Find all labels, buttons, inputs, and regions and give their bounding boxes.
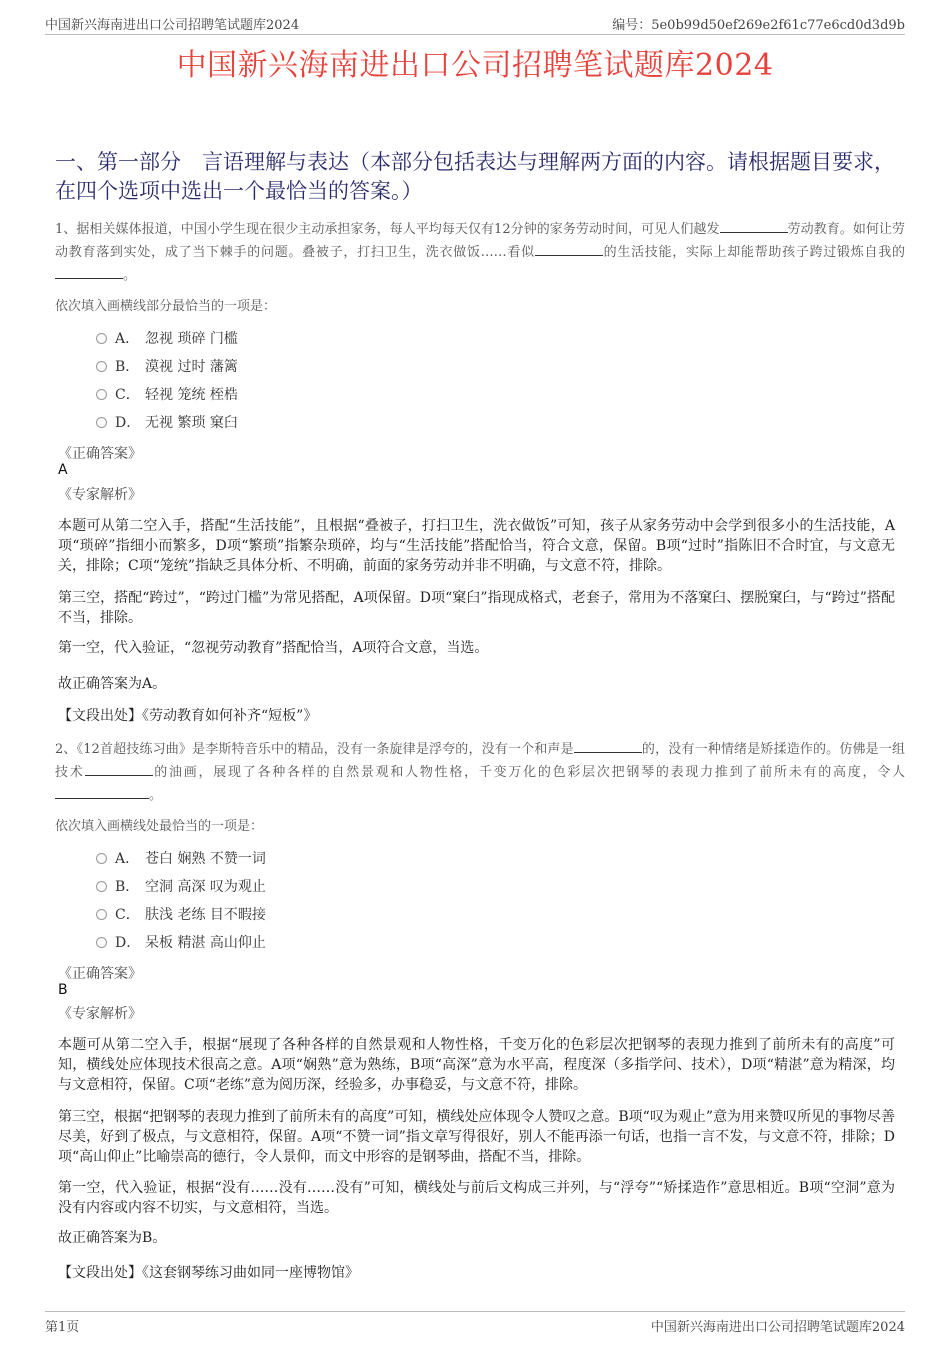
- q1-blank-1: [720, 218, 788, 233]
- question-1-stem: [55, 218, 905, 287]
- q1-option-d[interactable]: D． 无视 繁琐 窠臼: [96, 409, 238, 437]
- header-doc-title: 中国新兴海南进出口公司招聘笔试题库2024: [45, 18, 300, 33]
- radio-icon[interactable]: [96, 389, 107, 400]
- q2-text-2: 的，没有一种情绪是矫揉造作的。仿佛是一组技术: [55, 742, 905, 780]
- q1-option-a[interactable]: A． 忽视 琐碎 门槛: [96, 325, 238, 353]
- q1-source: 【文段出处】《劳动教育如何补齐“短板”》: [58, 708, 318, 724]
- radio-icon[interactable]: [96, 853, 107, 864]
- q1-blank-3: [55, 264, 123, 279]
- q2-text-3: 的油画，展现了各种各样的自然景观和人物性格，千变万化的色彩层次把钢琴的表现力推到了前所未有的高度，令人: [152, 765, 905, 780]
- q2-option-a[interactable]: A． 苍白 娴熟 不赞一词: [96, 845, 266, 873]
- q1-analysis-para-1: 本题可从第二空入手，搭配“生活技能”，且根据“叠被子，打扫卫生，洗衣做饭”可知，孩子从家务劳动中会学到很多小的生活技能，A项“琐碎”指细小而繁多，D项“繁琐”指繁杂琐碎，均与“生活技能”搭配恰当，符合文意，保留。B项“过时”指陈旧不合时宜，与文意无关，排除；C项“笼统”指缺乏具体分析、不明确，前面的家务劳动并非不明确，与文意不符，排除。: [58, 518, 895, 574]
- q2-blank-3: [55, 784, 149, 799]
- q1-text-2: 劳动教育。如何让劳动教育落到实处，成了当下棘手的问题。叠被子，打扫卫生，洗衣做饭……看似: [55, 222, 905, 260]
- footer-page-number: 第1页: [45, 1320, 80, 1335]
- q2-text-4: 。: [149, 788, 163, 803]
- q1-text-4: 。: [123, 268, 137, 283]
- question-1-prompt: 依次填入画横线部分最恰当的一项是：: [55, 299, 277, 314]
- radio-icon[interactable]: [96, 881, 107, 892]
- q2-blank-1: [574, 738, 642, 753]
- q2-analysis-para-3: 第一空，代入验证，根据“没有……没有……没有”可知，横线处与前后文构成三并列，与“浮夸”“矫揉造作”意思相近。B项“空洞”意为没有内容或内容不切实，与文意相符，当选。: [58, 1180, 895, 1216]
- page-header: [45, 14, 905, 35]
- q1-analysis-para-4: 故正确答案为A。: [58, 676, 167, 692]
- header-doc-id: 编号：5e0b99d50ef269e2f61c77e6cd0d3d9b: [612, 18, 905, 33]
- q1-option-b[interactable]: B． 漠视 过时 藩篱: [96, 353, 238, 381]
- page-title: 中国新兴海南进出口公司招聘笔试题库2024: [176, 48, 774, 83]
- radio-icon[interactable]: [96, 361, 107, 372]
- q1-option-c[interactable]: C． 轻视 笼统 桎梏: [96, 381, 238, 409]
- q2-option-d[interactable]: D． 呆板 精湛 高山仰止: [96, 929, 266, 957]
- q2-option-c[interactable]: C． 肤浅 老练 目不暇接: [96, 901, 266, 929]
- q2-analysis-para-4: 故正确答案为B。: [58, 1230, 167, 1246]
- radio-icon[interactable]: [96, 937, 107, 948]
- q2-analysis-para-1: 本题可从第二空入手，根据“展现了各种各样的自然景观和人物性格，千变万化的色彩层次把钢琴的表现力推到了前所未有的高度”可知，横线处应体现技术很高之意。A项“娴熟”意为熟练，B项“高深”意为水平高，程度深（多指学问、技术），D项“精湛”意为精深，均与文意相符，保留。C项“老练”意为阅历深，经验多，办事稳妥，与文意不符，排除。: [58, 1037, 895, 1093]
- q2-analysis-label: 《专家解析》: [58, 1006, 142, 1022]
- question-2-options: [96, 845, 266, 957]
- q1-analysis-para-3: 第一空，代入验证，“忽视劳动教育”搭配恰当，A项符合文意，当选。: [58, 640, 489, 656]
- q1-blank-2: [535, 241, 603, 256]
- question-1-options: [96, 325, 238, 437]
- q2-analysis-para-2: 第三空，根据“把钢琴的表现力推到了前所未有的高度”可知，横线处应体现令人赞叹之意。B项“叹为观止”意为用来赞叹所见的事物尽善尽美，好到了极点，与文意相符，保留。A项“不赞一词”指文章写得很好，别人不能再添一句话，也指一言不发，与文意不符，排除；D项“高山仰止”比喻崇高的德行，令人景仰，而文中形容的是钢琴曲，搭配不当，排除。: [58, 1109, 895, 1165]
- q2-blank-2: [85, 761, 153, 776]
- question-2-prompt: 依次填入画横线处最恰当的一项是：: [55, 819, 264, 834]
- radio-icon[interactable]: [96, 333, 107, 344]
- radio-icon[interactable]: [96, 909, 107, 920]
- q1-text-3: 的生活技能，实际上却能帮助孩子跨过锻炼自我的: [602, 245, 905, 260]
- footer-doc-title: 中国新兴海南进出口公司招聘笔试题库2024: [650, 1320, 905, 1335]
- q2-text-1: 2、《12首超技练习曲》是李斯特音乐中的精品，没有一条旋律是浮夸的，没有一个和声是: [55, 742, 574, 757]
- question-2-stem: [55, 738, 905, 807]
- radio-icon[interactable]: [96, 417, 107, 428]
- q2-option-b[interactable]: B． 空洞 高深 叹为观止: [96, 873, 266, 901]
- q1-analysis-para-2: 第三空，搭配“跨过”，“跨过门槛”为常见搭配，A项保留。D项“窠臼”指现成格式，老套子，常用为不落窠臼、摆脱窠臼，与“跨过”搭配不当，排除。: [58, 590, 895, 626]
- q1-analysis-label: 《专家解析》: [58, 487, 142, 503]
- q1-answer: A: [58, 462, 68, 478]
- q1-answer-label: 《正确答案》: [58, 446, 142, 462]
- q1-text-1: 1、据相关媒体报道，中国小学生现在很少主动承担家务，每人平均每天仅有12分钟的家务劳动时间，可见人们越发: [55, 222, 720, 237]
- q2-answer: B: [58, 982, 68, 998]
- q2-answer-label: 《正确答案》: [58, 966, 142, 982]
- section-heading: 一、第一部分 言语理解与表达（本部分包括表达与理解两方面的内容。请根据题目要求，在四个选项中选出一个最恰当的答案。）: [55, 150, 895, 203]
- q2-source: 【文段出处】《这套钢琴练习曲如同一座博物馆》: [58, 1265, 359, 1281]
- page-footer: [45, 1311, 905, 1337]
